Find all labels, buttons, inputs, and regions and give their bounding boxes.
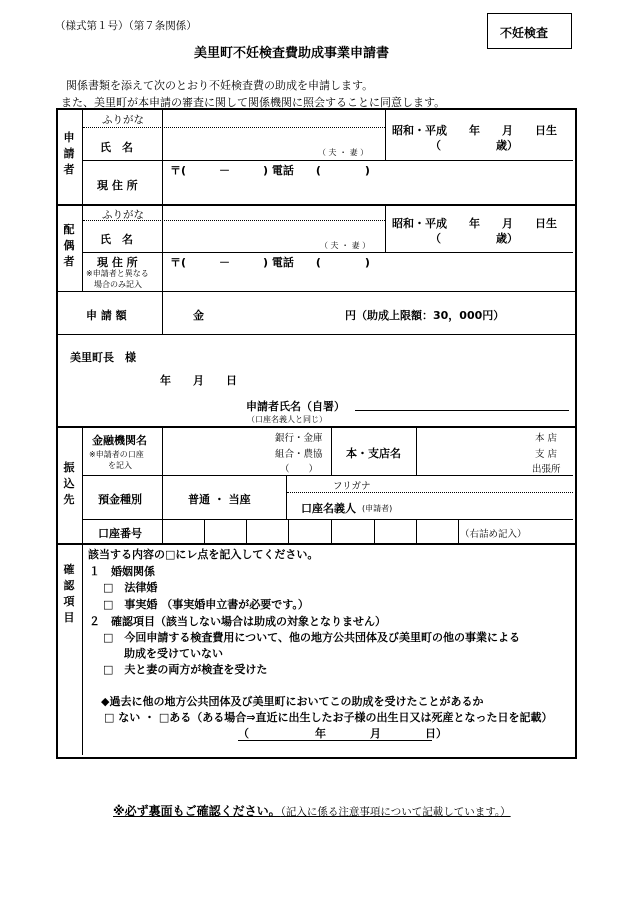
form-number: （様式第１号）（第７条関係） bbox=[55, 20, 197, 32]
amount-label: 申 請 額 bbox=[86, 309, 127, 322]
spouse-address-field[interactable] bbox=[163, 268, 572, 290]
branch-type-2: 支 店 bbox=[535, 449, 558, 460]
applicant-signature-note: （口座名義人と同じ） bbox=[247, 415, 327, 424]
applicant-address-label: 現 住 所 bbox=[97, 179, 138, 192]
bank-types-2: 組合・農協 bbox=[275, 449, 323, 460]
section-label-confirm: 確認項目 bbox=[63, 563, 75, 624]
past-aid-date: （ 年 月 日） bbox=[238, 727, 447, 740]
holder-name-field[interactable] bbox=[400, 494, 572, 518]
amount-kin: 金 bbox=[193, 309, 204, 322]
category-label: 不妊検査 bbox=[500, 26, 549, 40]
section-label-transfer: 振込先 bbox=[63, 461, 75, 506]
divider-spouse-amount bbox=[57, 291, 575, 292]
intro-line-1: 関係書類を添えて次のとおり不妊検査費の助成を申請します。 bbox=[66, 79, 374, 92]
amount-yen-note: 円（助成上限額：30，000円） bbox=[345, 309, 505, 322]
applicant-postal-phone: 〒( － ) 電話 ( ) bbox=[170, 164, 370, 177]
applicant-name-field[interactable] bbox=[163, 109, 385, 159]
spouse-furigana-label: ふりがな bbox=[102, 209, 144, 221]
checkbox-no-other-aid[interactable]: □ 今回申請する検査費用について、他の地方公共団体及び美里町の他の事業による bbox=[103, 631, 520, 644]
branch-type-1: 本 店 bbox=[535, 433, 558, 444]
bank-note-1: ※申請者の口座 bbox=[89, 450, 144, 459]
spouse-birth-era: 昭和・平成 年 月 日生 bbox=[392, 217, 557, 230]
spouse-age: （ 歳） bbox=[430, 232, 518, 245]
divider-amount-signature bbox=[57, 334, 575, 335]
item-marriage: １ 婚姻関係 bbox=[89, 565, 155, 578]
bank-types-3: （ ） bbox=[280, 464, 319, 475]
spouse-address-label: 現 住 所 bbox=[97, 256, 138, 269]
applicant-spouse-hint: （ 夫 ・ 妻 ） bbox=[318, 148, 369, 157]
spouse-name-label: 氏 名 bbox=[100, 233, 133, 246]
footer-notice-bold: ※必ず裏面もご確認ください。 bbox=[113, 804, 281, 818]
past-aid-question: ◆過去に他の地方公共団体及び美里町においてこの助成を受けたことがあるか bbox=[101, 695, 484, 708]
bank-note-2: を記入 bbox=[108, 461, 132, 470]
kana-label: フリガナ bbox=[333, 481, 371, 492]
checkbox-common-law[interactable]: □ 事実婚 （事実婚申立書が必要です。） bbox=[103, 598, 309, 611]
divider-transfer-confirm bbox=[57, 543, 575, 545]
branch-label: 本・支店名 bbox=[346, 447, 401, 460]
account-number-field[interactable] bbox=[163, 520, 458, 542]
branch-type-3: 出張所 bbox=[532, 464, 561, 475]
branch-name-field[interactable] bbox=[417, 428, 527, 474]
account-note: （右詰め記入） bbox=[460, 529, 527, 540]
spouse-name-field[interactable] bbox=[163, 205, 385, 251]
applicant-address-field[interactable] bbox=[163, 174, 572, 202]
confirm-instruction: 該当する内容の□にレ点を記入してください。 bbox=[88, 548, 319, 561]
applicant-name-label: 氏 名 bbox=[100, 141, 133, 154]
past-aid-date-underline bbox=[238, 740, 432, 741]
holder-note: (申請者) bbox=[362, 504, 393, 513]
signature-field[interactable] bbox=[355, 392, 569, 410]
checkbox-no-other-aid-cont: 助成を受けていない bbox=[124, 647, 223, 660]
footer-notice bbox=[113, 800, 511, 819]
mayor-address: 美里町長 様 bbox=[70, 351, 136, 364]
bank-name-field[interactable] bbox=[163, 428, 271, 474]
spouse-address-note-2: 場合のみ記入 bbox=[94, 280, 142, 289]
signature-date: 年 月 日 bbox=[160, 374, 237, 387]
signature-line bbox=[355, 410, 569, 411]
applicant-age: （ 歳） bbox=[430, 139, 518, 152]
bank-types-1: 銀行・金庫 bbox=[275, 433, 323, 444]
past-aid-options[interactable]: □ ない ・ □ある（ある場合⇒直近に出生したお子様の出生日又は死産となった日を記載） bbox=[104, 711, 553, 724]
checkbox-both-tested[interactable]: □ 夫と妻の両方が検査を受けた bbox=[103, 663, 268, 676]
spouse-spouse-hint: （ 夫 ・ 妻 ） bbox=[320, 241, 371, 250]
section-label-spouse: 配偶者 bbox=[63, 223, 75, 268]
item-confirm: ２ 確認項目（該当しない場合は助成の対象となりません） bbox=[89, 615, 386, 628]
applicant-furigana-label: ふりがな bbox=[102, 114, 144, 126]
bank-label: 金融機関名 bbox=[92, 434, 147, 447]
checkbox-legal-marriage[interactable]: □ 法律婚 bbox=[103, 581, 158, 594]
page-title: 美里町不妊検査費助成事業申請書 bbox=[194, 46, 390, 61]
section-label-applicant: 申請者 bbox=[63, 131, 75, 176]
spouse-postal-phone: 〒( － ) 電話 ( ) bbox=[170, 256, 370, 269]
amount-field[interactable] bbox=[210, 298, 340, 328]
footer-notice-rest: （記入に係る注意事項について記載しています。） bbox=[280, 806, 511, 818]
holder-label: 口座名義人 bbox=[301, 502, 356, 515]
spouse-address-note-1: ※申請者と異なる bbox=[86, 269, 149, 278]
applicant-birth-era: 昭和・平成 年 月 日生 bbox=[392, 124, 557, 137]
account-label: 口座番号 bbox=[98, 527, 142, 540]
deposit-label: 預金種別 bbox=[98, 493, 142, 506]
intro-line-2: また、美里町が本申請の審査に関して関係機関に照会することに同意します。 bbox=[61, 96, 446, 109]
deposit-options[interactable]: 普通 ・ 当座 bbox=[188, 493, 251, 506]
applicant-signature-label: 申請者氏名（自署） bbox=[246, 400, 345, 413]
